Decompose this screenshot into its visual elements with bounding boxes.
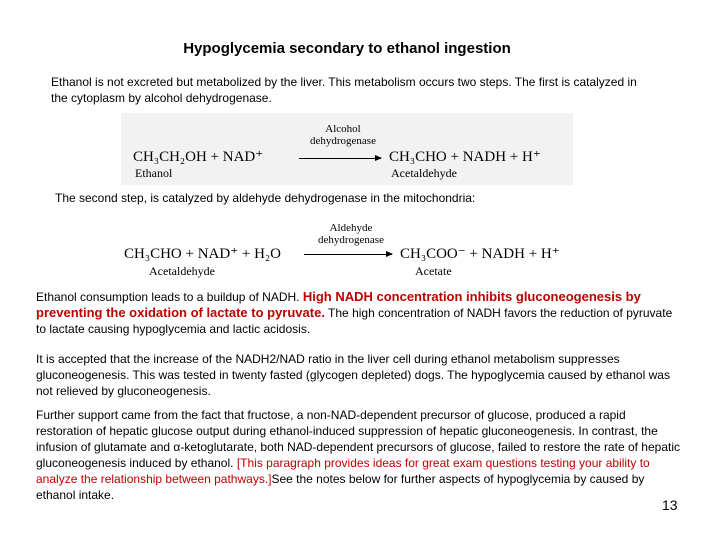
reaction-2-enzyme-line2: dehydrogenase bbox=[318, 234, 384, 246]
reaction-2-reactants: CH₃CHO + NAD⁺ + H₂O bbox=[124, 246, 281, 262]
nadh-paragraph bbox=[36, 289, 684, 337]
page-number: 13 bbox=[662, 497, 678, 513]
second-step-text: The second step, is catalyzed by aldehyde dehydrogenase in the mitochondria: bbox=[55, 191, 476, 205]
reaction-1-label-acetaldehyde: Acetaldehyde bbox=[391, 166, 457, 180]
reaction-1-enzyme-line2: dehydrogenase bbox=[310, 135, 376, 147]
reaction-2-image bbox=[121, 220, 576, 282]
reaction-2-enzyme bbox=[301, 222, 401, 246]
reaction-1-reactants: CH₃CH₂OH + NAD⁺ bbox=[133, 149, 264, 165]
reaction-2-label-acetaldehyde: Acetaldehyde bbox=[149, 264, 215, 278]
reaction-2-arrow bbox=[304, 254, 392, 255]
nadh-paragraph-lead: Ethanol consumption leads to a buildup of NADH. bbox=[36, 290, 303, 304]
reaction-1-enzyme-line1: Alcohol bbox=[325, 123, 361, 135]
support-paragraph-text: Further support came from the fact that fructose, a non-NAD-dependent precursor of glucose, produced a rapid restoration of hepatic glucose output during ethanol-induced suppression of hepatic gluconeogenesis. In contrast, the infusion of glutamate and α-ketoglutarate, both NAD-dependent precursors of glucose, failed to restore the rate of hepatic gluconeogenesis induced by ethanol. bbox=[36, 408, 680, 470]
reaction-1-label-ethanol: Ethanol bbox=[135, 166, 173, 180]
reaction-2-enzyme-line1: Aldehyde bbox=[329, 222, 373, 234]
page-title: Hypoglycemia secondary to ethanol ingestion bbox=[183, 40, 511, 57]
reaction-2-products: CH₃COO⁻ + NADH + H⁺ bbox=[400, 246, 560, 262]
reaction-2-label-acetate: Acetate bbox=[415, 264, 452, 278]
reaction-1-products: CH₃CHO + NADH + H⁺ bbox=[389, 149, 541, 165]
support-paragraph bbox=[36, 407, 684, 503]
nadh-paragraph-rest: The high concentration of NADH favors the reduction of pyruvate to lactate causing hypoglycemia and lactic acidosis. bbox=[36, 306, 673, 336]
reaction-1-image bbox=[121, 113, 573, 185]
reaction-1-arrow bbox=[299, 158, 381, 159]
intro-paragraph: Ethanol is not excreted but metabolized by the liver. This metabolism occurs two steps. The first is catalyzed in the cytoplasm by alcohol dehydrogenase. bbox=[51, 75, 637, 105]
support-paragraph-tail: See the notes below for further aspects of hypoglycemia by caused by ethanol intake. bbox=[36, 472, 645, 502]
exam-note-highlight: [This paragraph provides ideas for great exam questions testing your ability to analyze the relationship between pathways.] bbox=[36, 456, 650, 486]
ratio-paragraph: It is accepted that the increase of the NADH2/NAD ratio in the liver cell during ethanol metabolism suppresses gluconeogenesis. This was tested in twenty fasted (glycogen depleted) dogs. The hypoglycemia caused by ethanol was not relieved by gluconeogenesis. bbox=[36, 352, 670, 398]
nadh-paragraph-highlight: High NADH concentration inhibits gluconeogenesis by preventing the oxidation of lactate to pyruvate. bbox=[36, 289, 641, 320]
reaction-1-enzyme bbox=[293, 123, 393, 147]
